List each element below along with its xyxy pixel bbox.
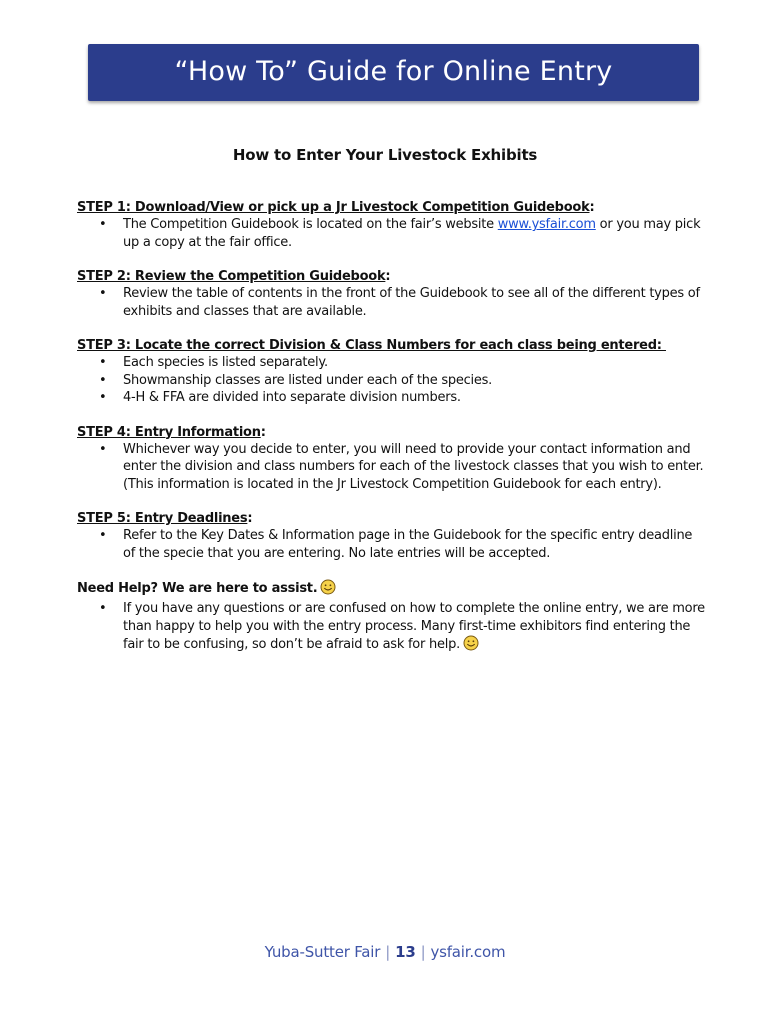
step-heading: STEP 4: Entry Information: (77, 424, 266, 440)
step-list (77, 441, 707, 494)
website-link[interactable]: www.ysfair.com (497, 217, 596, 232)
step-heading: STEP 1: Download/View or pick up a Jr Livestock Competition Guidebook: (77, 200, 595, 215)
footer-separator: | (385, 943, 391, 961)
list-item: • Review the table of contents in the front of the Guidebook to see all of the different types of exhibits and classes that are available. (99, 286, 700, 319)
step-heading (77, 337, 707, 354)
smiley-icon (463, 635, 479, 657)
page-footer (0, 943, 770, 961)
list-item: • Each species is listed separately. (99, 355, 328, 370)
step-heading: STEP 2: Review the Competition Guidebook: (77, 269, 391, 284)
list-item: • The Competition Guidebook is located on the fair’s website www.ysfair.com or you may pick up a copy at the fair office. (99, 217, 701, 250)
bullet-icon: • (99, 372, 107, 388)
step-title: STEP 3: Locate the correct Division & Class Numbers for each class being entered: (77, 338, 666, 353)
bullet-icon: • (99, 441, 107, 457)
list-item: • Refer to the Key Dates & Information page in the Guidebook for the specific entry deadline of the specie that you are entering. No late entries will be accepted. (99, 528, 693, 561)
help-title: Need Help? We are here to assist. (77, 581, 318, 596)
step-5 (77, 510, 707, 562)
step-title: STEP 4: Entry Information (77, 424, 261, 440)
bullet-icon: • (99, 601, 107, 616)
step-list (77, 216, 707, 251)
list-item: • 4-H & FFA are divided into separate division numbers. (99, 390, 461, 405)
step-list (77, 285, 707, 320)
step-title: STEP 2: Review the Competition Guidebook (77, 269, 386, 284)
step-heading: STEP 5: Entry Deadlines: (77, 511, 253, 526)
bullet-icon: • (99, 217, 107, 232)
list-item: • Showmanship classes are listed under each of the species. (99, 372, 493, 388)
step-3 (77, 337, 707, 407)
step-title: STEP 1: Download/View or pick up a Jr Livestock Competition Guidebook (77, 200, 590, 215)
page-heading: How to Enter Your Livestock Exhibits (232, 146, 538, 164)
banner-title: “How To” Guide for Online Entry (174, 56, 613, 87)
help-section (77, 579, 707, 657)
list-item: • Whichever way you decide to enter, you will need to provide your contact information and enter the division and class numbers for each of the livestock classes that you wish to enter. (This information is located in the Jr Livestock Competition Guidebook for each entry). (99, 441, 704, 492)
footer-org: Yuba-Sutter Fair (264, 943, 381, 961)
step-2 (77, 268, 707, 320)
bullet-icon: • (99, 355, 107, 370)
page-number: 13 (395, 943, 416, 961)
footer-separator: | (420, 943, 426, 961)
bullet-icon: • (99, 286, 107, 301)
list-item: • If you have any questions or are confused on how to complete the online entry, we are more than happy to help you with the entry process. Many first-time exhibitors find entering the fair to be confusing, so don’t be afraid to ask for help. (77, 600, 707, 657)
footer-website: ysfair.com (430, 943, 506, 961)
bullet-icon: • (99, 390, 107, 405)
bullet-icon: • (99, 528, 107, 543)
step-1 (77, 199, 707, 251)
step-title: STEP 5: Entry Deadlines (77, 511, 248, 526)
help-list (77, 600, 707, 657)
step-4 (77, 424, 707, 494)
step-list (77, 527, 707, 562)
help-heading (77, 579, 707, 600)
smiley-icon (320, 579, 336, 600)
step-list (77, 354, 707, 407)
title-banner (88, 44, 699, 101)
instructions (77, 199, 707, 674)
